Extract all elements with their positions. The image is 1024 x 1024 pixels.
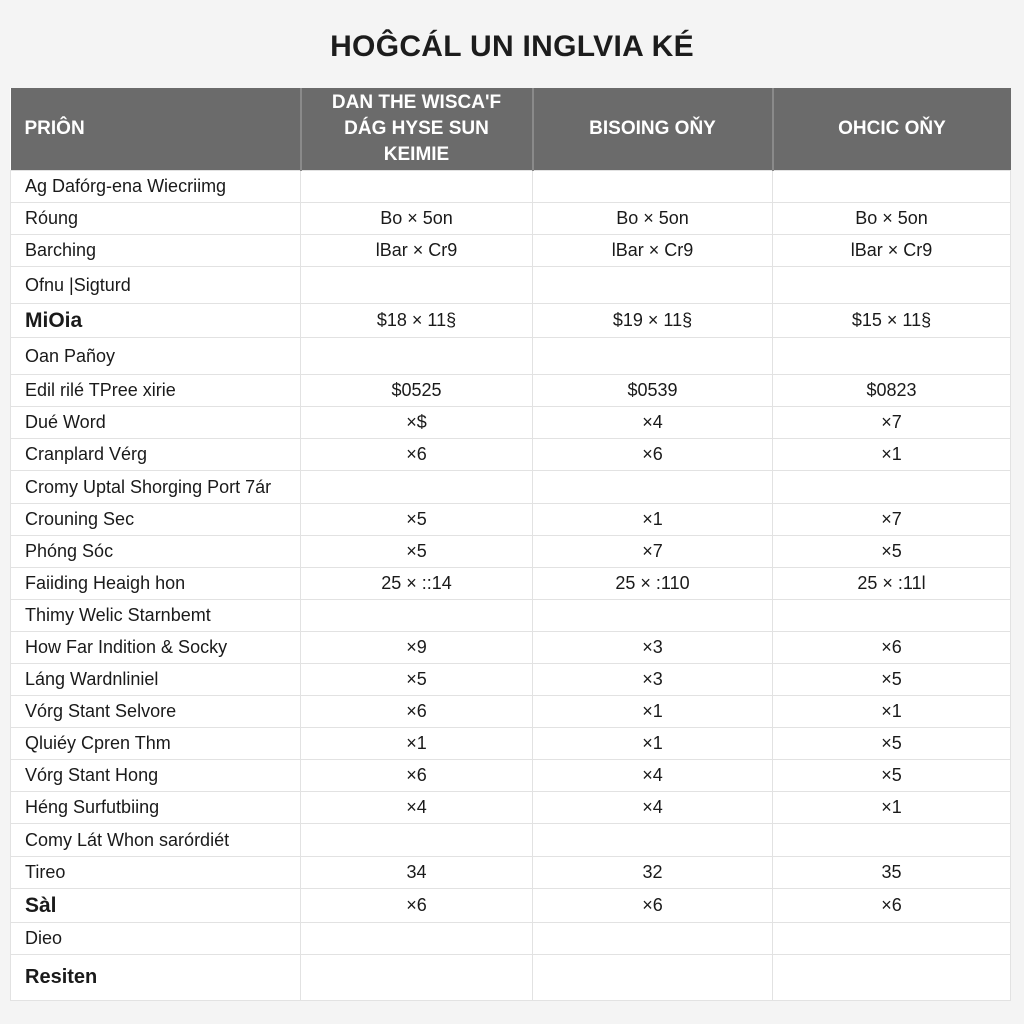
cell-value: ×6 (301, 696, 533, 728)
cell-value: ×7 (533, 536, 773, 568)
cell-value: lBar × Cr9 (301, 235, 533, 267)
cell-value (773, 824, 1011, 857)
cell-value: ×5 (301, 664, 533, 696)
cell-value (301, 267, 533, 304)
cell-value (301, 338, 533, 375)
cell-value: $0525 (301, 375, 533, 407)
comparison-table-container (10, 88, 1010, 1001)
cell-value (533, 923, 773, 955)
table-row (11, 955, 1011, 1001)
cell-value: ×1 (773, 696, 1011, 728)
page-title: HOĜCÁL UN INGLVIA KÉ (330, 30, 694, 63)
column-header: DAN THE WISCA'F DÁG HYSE SUN KEIMIE (301, 88, 533, 171)
cell-value: ×5 (773, 760, 1011, 792)
cell-value: ×6 (773, 632, 1011, 664)
table-header (11, 88, 1011, 171)
cell-value: Bo × 5on (301, 203, 533, 235)
cell-value (773, 600, 1011, 632)
table-row (11, 760, 1011, 792)
row-label: Faiiding Heaigh hon (11, 568, 301, 600)
table-row (11, 439, 1011, 471)
row-label: How Far Indition & Socky (11, 632, 301, 664)
cell-value (301, 471, 533, 504)
table-row (11, 375, 1011, 407)
cell-value (301, 824, 533, 857)
cell-value: ×5 (773, 664, 1011, 696)
row-label: Qluiéy Cpren Thm (11, 728, 301, 760)
cell-value (773, 471, 1011, 504)
row-label: Ag Dafórg-ena Wiecriimg (11, 171, 301, 203)
table-row (11, 568, 1011, 600)
cell-value: $0539 (533, 375, 773, 407)
cell-value: ×1 (773, 439, 1011, 471)
table-row (11, 203, 1011, 235)
column-header: OHCIC OŇY (773, 88, 1011, 171)
row-label: Crouning Sec (11, 504, 301, 536)
table-row (11, 536, 1011, 568)
table-row (11, 338, 1011, 375)
cell-value (533, 267, 773, 304)
cell-value (301, 955, 533, 1001)
cell-value (773, 923, 1011, 955)
cell-value: ×1 (533, 696, 773, 728)
cell-value (533, 955, 773, 1001)
row-label: Oan Pañoy (11, 338, 301, 375)
comparison-table (10, 88, 1011, 1001)
table-row (11, 471, 1011, 504)
cell-value: ×4 (301, 792, 533, 824)
cell-value: ×1 (773, 792, 1011, 824)
cell-value: ×5 (773, 536, 1011, 568)
cell-value: $0823 (773, 375, 1011, 407)
cell-value: ×7 (773, 504, 1011, 536)
row-label: Héng Surfutbiing (11, 792, 301, 824)
row-label: Láng Wardnliniel (11, 664, 301, 696)
cell-value: ×1 (301, 728, 533, 760)
row-label: Róung (11, 203, 301, 235)
cell-value (773, 338, 1011, 375)
table-row (11, 235, 1011, 267)
table-row (11, 600, 1011, 632)
row-label: Sàl (11, 889, 301, 923)
row-label: Edil rilé TPree xirie (11, 375, 301, 407)
cell-value (533, 600, 773, 632)
cell-value: ×6 (301, 760, 533, 792)
row-label: Vórg Stant Selvore (11, 696, 301, 728)
row-label: Cranplard Vérg (11, 439, 301, 471)
cell-value: ×6 (773, 889, 1011, 923)
cell-value: ×5 (301, 504, 533, 536)
row-label: Cromy Uptal Shorging Port 7ár (11, 471, 301, 504)
cell-value: 25 × :11l (773, 568, 1011, 600)
cell-value (773, 171, 1011, 203)
row-label: Ofnu |Sigturd (11, 267, 301, 304)
column-header: BISOING OŇY (533, 88, 773, 171)
table-body (11, 171, 1011, 1001)
row-label: MiOia (11, 304, 301, 338)
row-label: Comy Lát Whon sarórdiét (11, 824, 301, 857)
cell-value: ×5 (301, 536, 533, 568)
cell-value: ×4 (533, 760, 773, 792)
cell-value: lBar × Cr9 (773, 235, 1011, 267)
table-row (11, 728, 1011, 760)
cell-value: 35 (773, 857, 1011, 889)
cell-value: ×3 (533, 664, 773, 696)
cell-value: ×$ (301, 407, 533, 439)
table-row (11, 504, 1011, 536)
cell-value: ×1 (533, 728, 773, 760)
row-label: Phóng Sóc (11, 536, 301, 568)
cell-value: ×6 (301, 439, 533, 471)
cell-value: 25 × ::14 (301, 568, 533, 600)
row-label: Dué Word (11, 407, 301, 439)
table-row (11, 857, 1011, 889)
row-label: Thimy Welic Starnbemt (11, 600, 301, 632)
row-label: Resiten (11, 955, 301, 1001)
row-label: Dieo (11, 923, 301, 955)
cell-value: ×9 (301, 632, 533, 664)
table-row (11, 407, 1011, 439)
row-label: Vórg Stant Hong (11, 760, 301, 792)
cell-value: Bo × 5on (533, 203, 773, 235)
cell-value (533, 338, 773, 375)
cell-value: 32 (533, 857, 773, 889)
cell-value: ×4 (533, 407, 773, 439)
table-row (11, 696, 1011, 728)
cell-value (301, 171, 533, 203)
cell-value: ×6 (533, 439, 773, 471)
cell-value (773, 955, 1011, 1001)
cell-value (773, 267, 1011, 304)
header-row (11, 88, 1011, 171)
table-row (11, 923, 1011, 955)
cell-value: Bo × 5on (773, 203, 1011, 235)
cell-value: $15 × 11§ (773, 304, 1011, 338)
table-row (11, 171, 1011, 203)
cell-value: ×6 (301, 889, 533, 923)
cell-value (301, 923, 533, 955)
table-row (11, 267, 1011, 304)
column-header: PRIÔN (11, 88, 301, 171)
cell-value: ×5 (773, 728, 1011, 760)
table-row (11, 889, 1011, 923)
cell-value (533, 171, 773, 203)
cell-value: ×7 (773, 407, 1011, 439)
table-row (11, 632, 1011, 664)
table-row (11, 824, 1011, 857)
cell-value: 34 (301, 857, 533, 889)
cell-value: ×4 (533, 792, 773, 824)
cell-value: $18 × 11§ (301, 304, 533, 338)
cell-value: ×3 (533, 632, 773, 664)
cell-value: ×6 (533, 889, 773, 923)
cell-value: ×1 (533, 504, 773, 536)
row-label: Barching (11, 235, 301, 267)
row-label: Tireo (11, 857, 301, 889)
cell-value (301, 600, 533, 632)
cell-value: lBar × Cr9 (533, 235, 773, 267)
cell-value (533, 471, 773, 504)
cell-value (533, 824, 773, 857)
cell-value: 25 × :110 (533, 568, 773, 600)
table-row (11, 792, 1011, 824)
cell-value: $19 × 11§ (533, 304, 773, 338)
table-row (11, 664, 1011, 696)
table-row (11, 304, 1011, 338)
